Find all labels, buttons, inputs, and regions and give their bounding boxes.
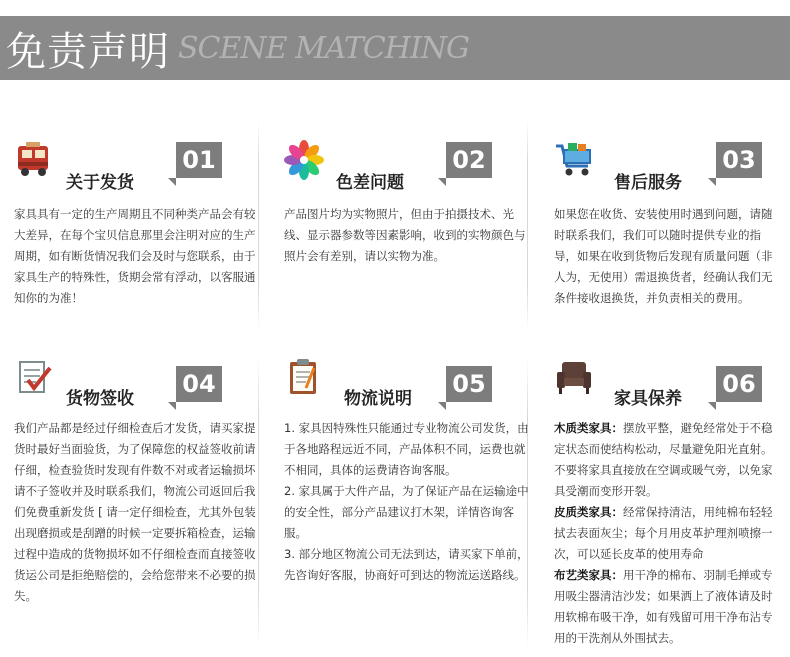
armchair-icon (554, 358, 594, 398)
card-text (554, 418, 780, 649)
care-leather (554, 502, 780, 565)
banner-title-en: SCENE MATCHING (178, 30, 470, 66)
card-text: 家具具有一定的生产周期且不同种类产品会有较大差异，在每个宝贝信息那里会注明对应的生产周期，如有断货情况我们会及时与您联系，由于家具生产的特殊性，货期会常有浮动，以客服通知你的为准！ (14, 207, 256, 305)
card-number-badge: 04 (176, 366, 222, 402)
banner-title-cn: 免责声明 (6, 28, 170, 75)
card-logistics (284, 352, 534, 586)
color-wheel-icon (284, 140, 324, 180)
care-fabric-text: 用干净的棉布、羽制毛掸或专用吸尘器清洁沙发；如果洒上了液体请及时用软棉布吸干净，如有残留可用干净布沾专用的干洗剂从外围拭去。 (554, 568, 773, 645)
card-furniture-care (554, 352, 780, 649)
card-shipping (14, 118, 264, 309)
card-number-badge: 02 (446, 142, 492, 178)
card-title: 货物签收 (66, 389, 134, 409)
card-number-badge: 05 (446, 366, 492, 402)
card-title: 色差问题 (336, 173, 404, 193)
card-title: 关于发货 (66, 173, 134, 193)
card-text: 我们产品都是经过仔细检查后才发货，请买家提货时最好当面验货，为了保障您的权益签收前请仔细，检查验货时发现有件数不对或者运输损坏请不子签收并及时联系我们，物流公司返回后我们免费重新发货 [ 请一定仔细检查，尤其外包装出现磨损或是刮蹭的时候一定要拆箱检查，运输过程中造成的货物损坏如不仔细检查而直接签收货运公司是拒绝赔偿的，会给您带来不必要的损失。 (14, 421, 256, 603)
card-number-badge: 06 (716, 366, 762, 402)
card-title: 家具保养 (614, 389, 682, 409)
care-leather-text: 经常保持清洁，用纯棉布轻轻拭去表面灰尘；每个月用皮革护理剂喷擦一次，可以延长皮革的使用寿命 (554, 505, 773, 561)
care-fabric (554, 565, 780, 649)
card-delivery-receipt (14, 352, 264, 607)
card-after-sales (554, 118, 780, 309)
checklist-icon (14, 358, 54, 398)
logistics-point-2: 2. 家具属于大件产品，为了保证产品在运输途中的安全性，部分产品建议打木架，详情咨询客服。 (284, 484, 529, 540)
card-color-difference (284, 118, 534, 267)
logistics-point-1: 1. 家具因特殊性只能通过专业物流公司发货，由于各地路程远近不同，产品体积不同，运费也就不相同，具体的运费请咨询客服。 (284, 421, 529, 477)
care-fabric-label: 布艺类家具： (554, 568, 623, 582)
care-leather-label: 皮质类家具： (554, 505, 623, 519)
care-wood (554, 418, 780, 502)
truck-icon (14, 140, 54, 180)
care-wood-label: 木质类家具： (554, 421, 623, 435)
top-strip (0, 0, 790, 16)
disclaimer-banner (0, 16, 790, 80)
card-title: 售后服务 (614, 173, 682, 193)
card-text (284, 418, 534, 586)
card-text: 如果您在收货、安装使用时遇到问题，请随时联系我们，我们可以随时提供专业的指导，如果在收到货物后发现有质量问题（非人为，无使用）需退换货者，经确认我们无条件接收退换货，并负责相关的费用。 (554, 207, 773, 305)
card-number-badge: 01 (176, 142, 222, 178)
card-title: 物流说明 (344, 389, 412, 409)
card-number-badge: 03 (716, 142, 762, 178)
card-text: 产品图片均为实物照片，但由于拍摄技术、光线、显示器参数等因素影响，收到的实物颜色与照片会有差别，请以实物为准。 (284, 207, 526, 263)
care-wood-text: 摆放平整，避免经常处于不稳定状态而使结构松动，尽量避免阳光直射。不要将家具直接放在空调或暖气旁，以免家具受潮而变形开裂。 (554, 421, 773, 498)
shopping-cart-icon (554, 140, 594, 180)
clipboard-icon (284, 356, 324, 396)
logistics-point-3: 3. 部分地区物流公司无法到达，请买家下单前，先咨询好客服，协商好可到达的物流运送路线。 (284, 547, 529, 582)
